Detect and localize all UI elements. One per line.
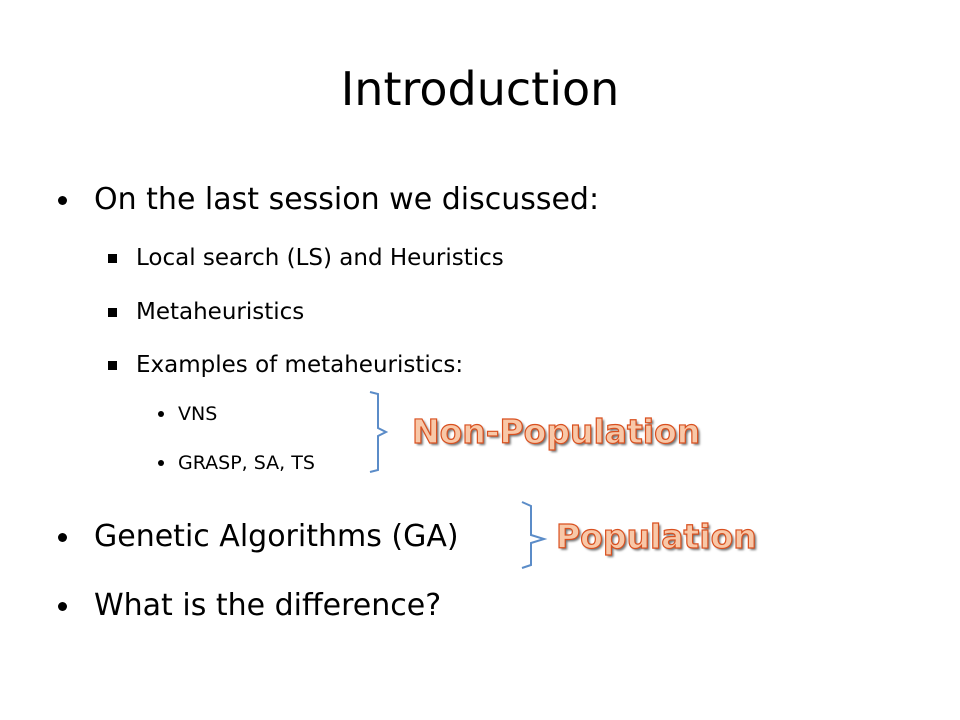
brace-non-population-icon xyxy=(370,392,386,472)
population-label: Population xyxy=(556,517,757,556)
sub-bullet-text: Local search (LS) and Heuristics xyxy=(136,245,504,271)
bullet-text: What is the difference? xyxy=(94,588,442,623)
sub-bullet-text: Examples of metaheuristics: xyxy=(136,352,464,378)
sub-sub-bullet-text: VNS xyxy=(178,403,218,425)
sub-sub-bullet-text: GRASP, SA, TS xyxy=(178,452,315,474)
slide-title: Introduction xyxy=(340,62,620,116)
sub-bullet-text: Metaheuristics xyxy=(136,299,305,325)
bullet-text: On the last session we discussed: xyxy=(94,182,600,217)
bullet-text: Genetic Algorithms (GA) xyxy=(94,519,459,554)
non-population-label: Non-Population xyxy=(412,412,701,451)
brace-population-icon xyxy=(522,502,544,568)
